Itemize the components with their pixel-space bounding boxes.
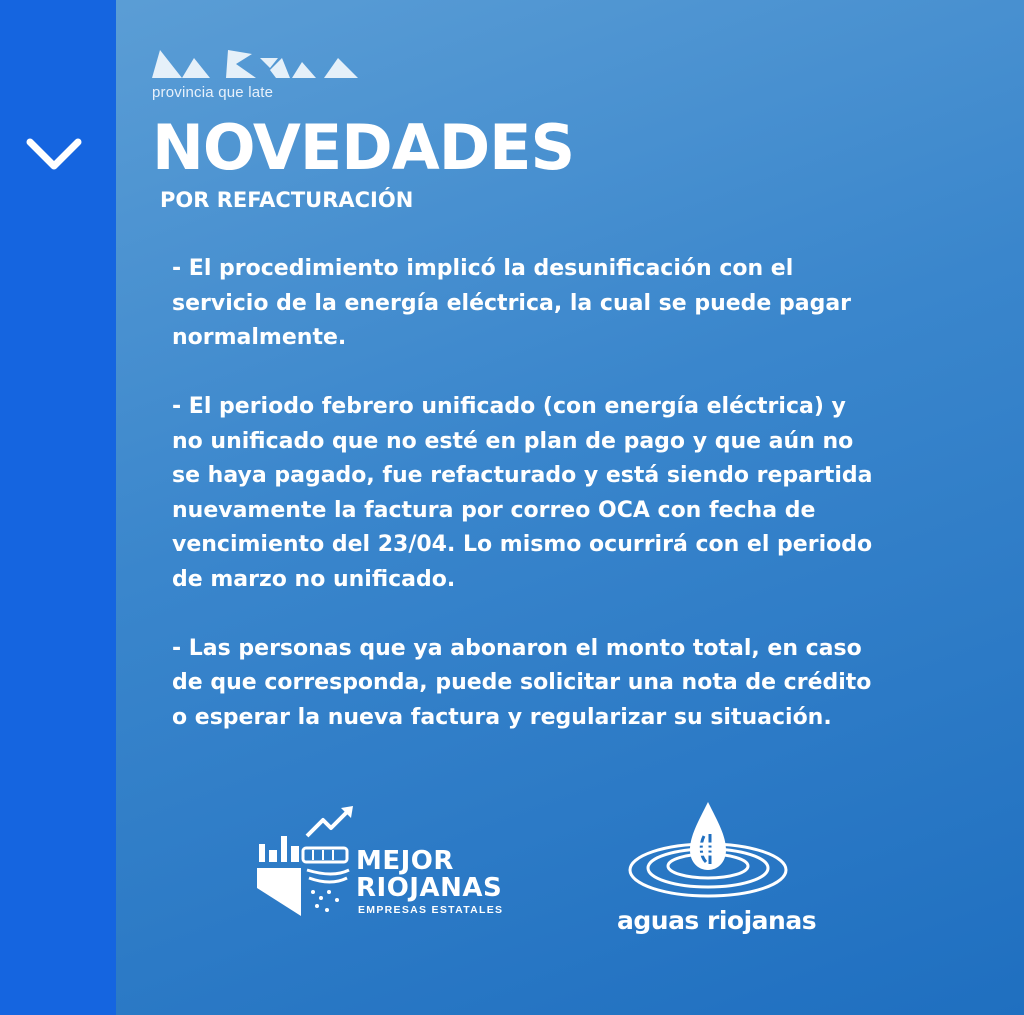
chevron-down-icon[interactable] bbox=[22, 132, 86, 174]
la-rioja-logo-icon bbox=[152, 44, 372, 84]
side-bar bbox=[0, 0, 116, 1015]
mejor-riojanas-icon bbox=[255, 806, 355, 918]
paragraph-desunificacion: - El procedimiento implicó la desunificación con el servicio de la energía eléctrica, la cual se puede pagar normalmente. bbox=[172, 256, 852, 350]
water-drop-icon bbox=[628, 800, 788, 900]
mejor-logo-line1: MEJOR bbox=[356, 846, 454, 876]
page-title: NOVEDADES bbox=[152, 111, 575, 184]
news-body bbox=[172, 252, 972, 735]
mejor-logo-subtitle: EMPRESAS ESTATALES bbox=[358, 904, 504, 916]
mejor-riojanas-logo bbox=[255, 806, 525, 921]
aguas-riojanas-logo bbox=[612, 800, 817, 950]
page-subtitle: POR REFACTURACIÓN bbox=[160, 188, 414, 212]
paragraph-nota-credito: - Las personas que ya abonaron el monto total, en caso de que corresponda, puede solicitar una nota de crédito o esperar la nueva factura y regularizar su situación. bbox=[172, 635, 872, 730]
mejor-logo-line2: RIOJANAS bbox=[356, 873, 503, 903]
aguas-riojanas-name: aguas riojanas bbox=[617, 906, 817, 935]
paragraph-periodo-febrero: - El periodo febrero unificado (con energía eléctrica) y no unificado que no esté en plan de pago y que aún no se haya pagado, fue refacturado y está siendo repartida nuevamente la factura por correo OCA con fecha de vencimiento del 23/04. Lo mismo ocurrirá con el periodo de marzo no unificado. bbox=[172, 394, 873, 592]
brand-tagline: provincia que late bbox=[152, 84, 274, 101]
brand-logo bbox=[152, 44, 372, 104]
